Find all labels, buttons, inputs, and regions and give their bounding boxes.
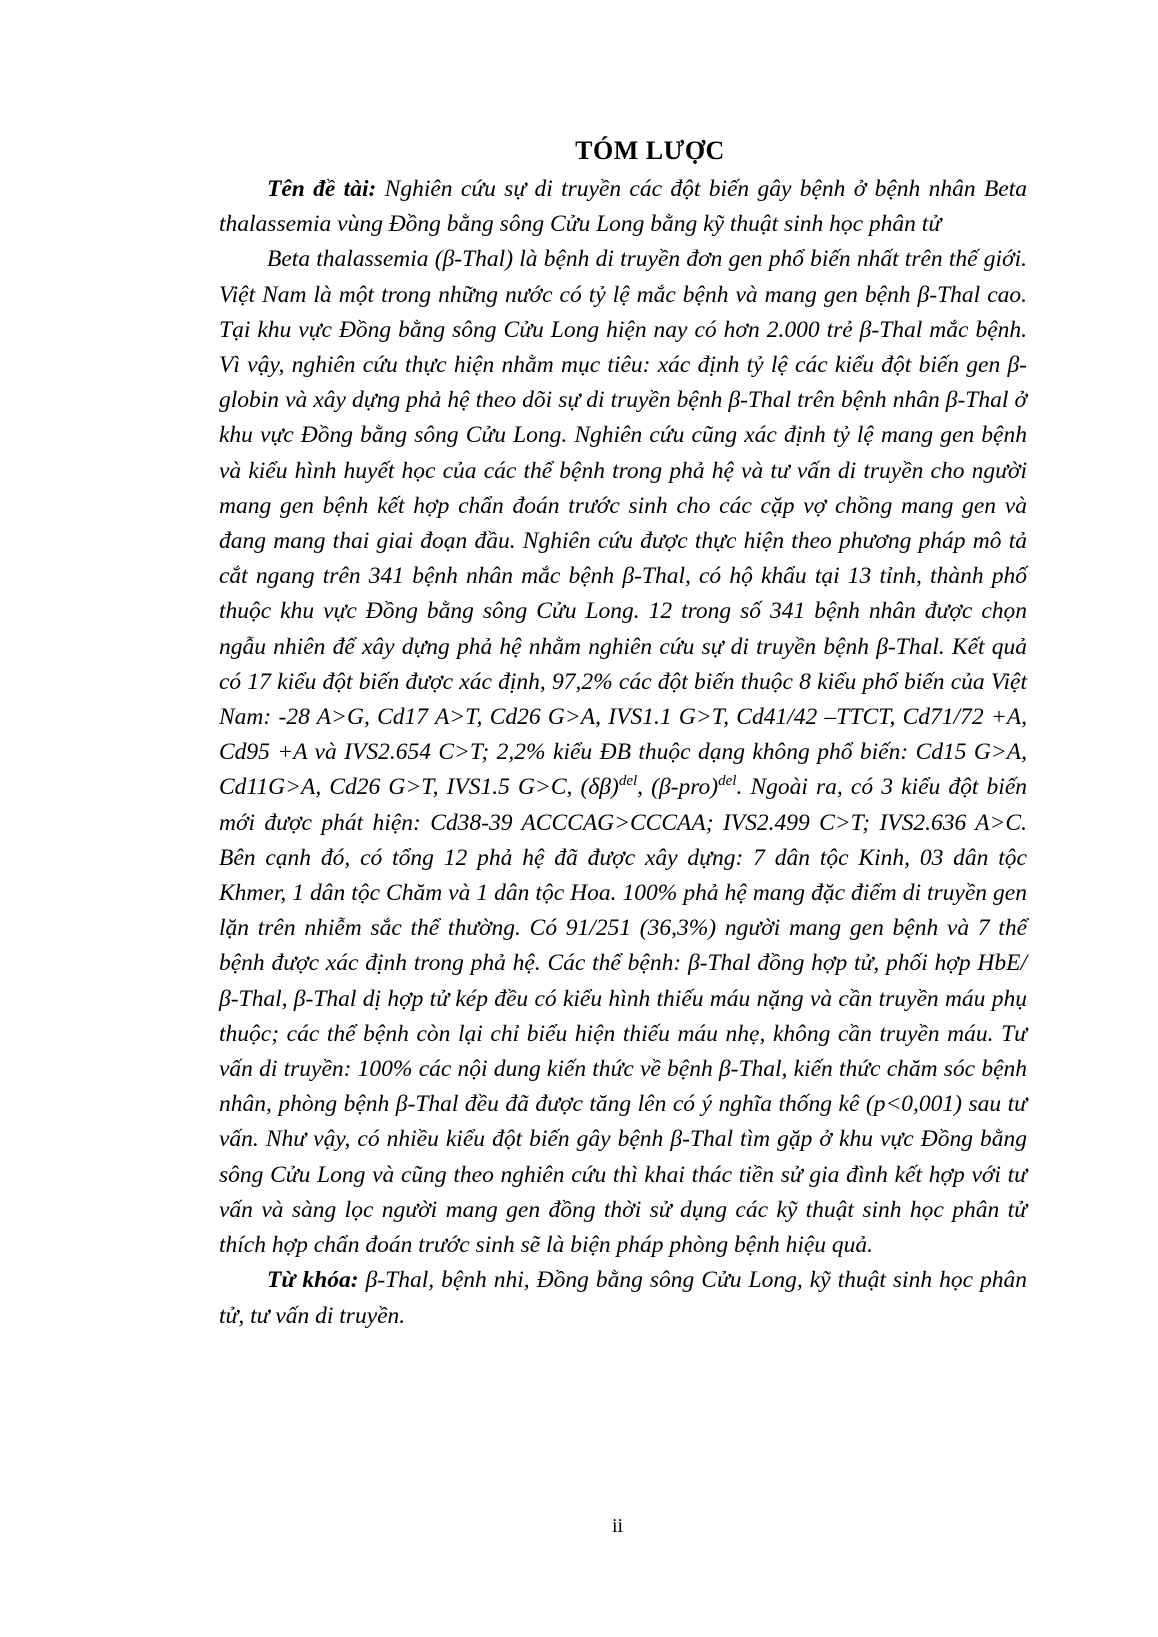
abstract-paragraph — [219, 242, 1027, 1263]
keywords-label: Từ khóa: — [267, 1267, 359, 1294]
abstract-text-part1: Beta thalassemia (β-Thal) là bệnh di truyền đơn gen phổ biến nhất trên thế giới. Việt Nam là một trong những nước có tỷ lệ mắc bệnh và mang gen bệnh β-Thal cao. Tại khu vực Đồng bằng sông Cửu Long hiện nay có hơn 2.000 trẻ β-Thal mắc bệnh. Vì vậy, nghiên cứu thực hiện nhằm mục tiêu: xác định tỷ lệ các kiểu đột biến gen β-globin và xây dựng phả hệ theo dõi sự di truyền bệnh β-Thal trên bệnh nhân β-Thal ở khu vực Đồng bằng sông Cửu Long. Nghiên cứu cũng xác định tỷ lệ mang gen bệnh và kiểu hình huyết học của các thể bệnh trong phả hệ và tư vấn di truyền cho người mang gen bệnh kết hợp chẩn đoán trước sinh cho các cặp vợ chồng mang gen và đang mang thai giai đoạn đầu. Nghiên cứu được thực hiện theo phương pháp mô tả cắt ngang trên 341 bệnh nhân mắc bệnh β-Thal, có hộ khẩu tại 13 tỉnh, thành phố thuộc khu vực Đồng bằng sông Cửu Long. 12 trong số 341 bệnh nhân được chọn ngẫu nhiên để xây dựng phả hệ nhằm nghiên cứu sự di truyền bệnh β-Thal. Kết quả có 17 kiểu đột biến được xác định, 97,2% các đột biến thuộc 8 kiểu phổ biến của Việt Nam: -28 A>G, Cd17 A>T, Cd26 G>A, IVS1.1 G>T, Cd41/42 –TTCT, Cd71/72 +A, Cd95 +A và IVS2.654 C>T; 2,2% kiểu ĐB thuộc dạng không phổ biến: Cd15 G>A, Cd11G>A, Cd26 G>T, IVS1.5 G>C, (δβ) — [219, 246, 1027, 801]
page-number: ii — [611, 1515, 624, 1537]
abstract-text-part2: , (β-pro) — [637, 774, 719, 801]
topic-label: Tên đề tài: — [267, 176, 377, 202]
topic-paragraph — [219, 172, 1027, 242]
superscript-del-2: del — [718, 773, 737, 790]
topic-text: Nghiên cứu sự di truyền các đột biến gây bệnh ở bệnh nhân Beta thalassemia vùng Đồng bằng sông Cửu Long bằng kỹ thuật sinh học phân tử — [219, 176, 1028, 238]
keywords-text: β-Thal, bệnh nhi, Đồng bằng sông Cửu Long, kỹ thuật sinh học phân tử, tư vấn di truyền. — [219, 1267, 1027, 1329]
abstract-body — [219, 172, 1027, 1334]
abstract-text-part3: . Ngoài ra, có 3 kiểu đột biến mới được phát hiện: Cd38-39 ACCCAG>CCCAA; IVS2.499 C>T; IVS2.636 A>C. Bên cạnh đó, có tổng 12 phả hệ đã được xây dựng: 7 dân tộc Kinh, 03 dân tộc Khmer, 1 dân tộc Chăm và 1 dân tộc Hoa. 100% phả hệ mang đặc điểm di truyền gen lặn trên nhiễm sắc thể thường. Có 91/251 (36,3%) người mang gen bệnh và 7 thể bệnh được xác định trong phả hệ. Các thể bệnh: β-Thal đồng hợp tử, phối hợp HbE/β-Thal, β-Thal dị hợp tử kép đều có kiểu hình thiếu máu nặng và cần truyền máu phụ thuộc; các thể bệnh còn lại chỉ biểu hiện thiếu máu nhẹ, không cần truyền máu. Tư vấn di truyền: 100% các nội dung kiến thức về bệnh β-Thal, kiến thức chăm sóc bệnh nhân, phòng bệnh β-Thal đều đã được tăng lên có ý nghĩa thống kê (p<0,001) sau tư vấn. Như vậy, có nhiều kiểu đột biến gây bệnh β-Thal tìm gặp ở khu vực Đồng bằng sông Cửu Long và cũng theo nghiên cứu thì khai thác tiền sử gia đình kết hợp với tư vấn và sàng lọc người mang gen đồng thời sử dụng các kỹ thuật sinh học phân tử thích hợp chẩn đoán trước sinh sẽ là biện pháp phòng bệnh hiệu quả. — [219, 774, 1027, 1259]
page-title: TÓM LƯỢC — [575, 136, 725, 165]
keywords-paragraph — [219, 1263, 1027, 1333]
superscript-del-1: del — [618, 773, 638, 790]
